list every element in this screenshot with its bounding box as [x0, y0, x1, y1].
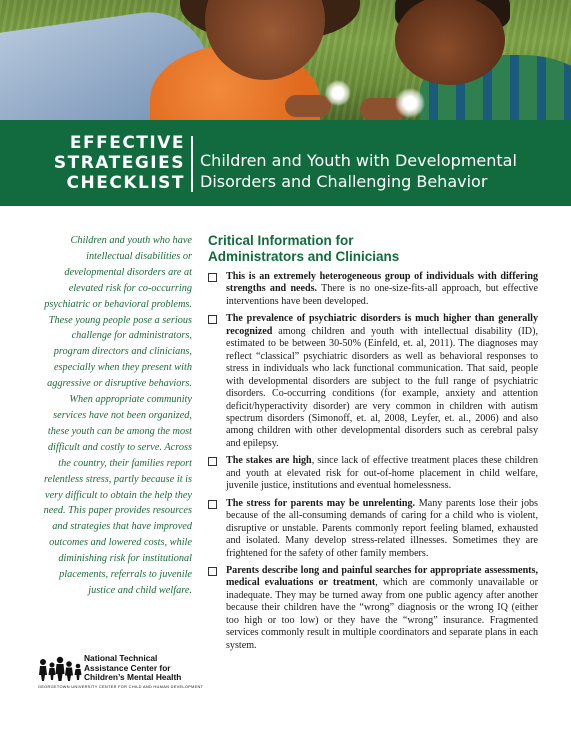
document-subtitle — [200, 150, 560, 192]
logo-line: Children’s Mental Health — [84, 672, 182, 683]
intro-paragraph: Children and youth who have intellectual disabilities or developmental disorders are at elevated risk for co-occurring psychiatric or behavioral problems. These young people pose a serious challenge for administrators, program directors and clinicians, especially when they present with aggressive or disruptive behaviors. When appropriate community services have not been organized, these youth can be among the most difficult and costly to serve. Across the country, their families report relentless stress, partly because it is very difficult to obtain the help they need. This paper provides resources and strategies that have improved outcomes and lowered costs, while diminishing risk for institutional placements, referrals to juvenile justice and child welfare. — [43, 235, 192, 596]
heading-line: Critical Information for — [208, 233, 354, 248]
title-line: EFFECTIVE — [69, 133, 185, 153]
subtitle-line: Children and Youth with Developmental — [200, 151, 517, 170]
logo-text — [84, 654, 214, 683]
item-lead: The stakes are high — [226, 455, 312, 467]
checklist-item — [208, 455, 538, 492]
item-lead: Parents describe long and painful searches for appropriate assessments, medical evaluations or treatment — [226, 564, 538, 589]
hero-photo — [0, 0, 571, 120]
logo-subtext: GEORGETOWN UNIVERSITY CENTER FOR CHILD AND HUMAN DEVELOPMENT — [38, 684, 204, 689]
checkbox[interactable] — [208, 567, 217, 576]
checkbox[interactable] — [208, 315, 217, 324]
dandelion-icon — [325, 80, 351, 106]
subtitle-line: Disorders and Challenging Behavior — [200, 172, 488, 191]
checkbox[interactable] — [208, 457, 217, 466]
checklist-item — [208, 565, 538, 652]
item-lead: This is an extremely heterogeneous group of individuals with differing strengths and needs. — [226, 271, 538, 295]
heading-line: Administrators and Clinicians — [208, 249, 400, 264]
item-lead: The prevalence of psychiatric disorders is much higher than generally recognized — [226, 313, 538, 337]
item-text: , since lack of effective treatment places these children and youth at elevated risk for out-of-home placement in child welfare, juvenile justice, institutions and eventual homelessness. — [226, 455, 538, 492]
item-lead: The stress for parents may be unrelenting. — [226, 497, 416, 509]
photo-hand — [285, 95, 331, 117]
title-line: CHECKLIST — [66, 173, 185, 193]
checklist-item — [208, 498, 538, 560]
section-heading — [208, 233, 538, 265]
title-line: STRATEGIES — [53, 153, 185, 173]
organization-logo — [38, 652, 208, 692]
item-text: among children and youth with intellectual disability (ID), estimated to be between 30-50% (Einfeld, et. al, 2011). The diagnoses may reflect “classical” psychiatric disorders as well as behavioral responses to stress in individuals who lack functional communication. That said, people with developmental disorders are subject to the full range of psychiatric disorders. Co-occurring conditions (for example, anxiety and attention deficit/hyperactivity disorder) are very common in children with autism spectrum disorders (Simonoff, et. al, 2008, Leyfer, et. al., 2006) and also among children with other developmental disorders such as cerebral palsy and epilepsy. — [226, 325, 538, 449]
logo-line: Assistance Center for — [84, 662, 171, 673]
item-text: Many parents lose their jobs because of the all-consuming demands of caring for a child who is violent, disruptive or unstable. Parents commonly report feeling blamed, exhausted and isolated. Many develop stress-related illnesses. Sometimes they are frightened for the safety of other family members. — [226, 497, 538, 559]
item-text: , which are commonly unavailable or inadequate. They may be turned away from one public agency after another because their children have the “wrong” diagnosis or the wrong IQ (either too high or too low) or they have the “wrong” insurance. Fragmented services commonly result in multiple coordinators and separate plans in each system. — [226, 577, 538, 651]
checkbox[interactable] — [208, 500, 217, 509]
title-divider — [191, 136, 193, 192]
family-figures-icon — [38, 656, 84, 682]
dandelion-icon — [395, 88, 425, 118]
logo-line: National Technical — [84, 653, 158, 663]
checklist-title — [40, 133, 185, 193]
title-banner — [0, 120, 571, 206]
checkbox[interactable] — [208, 273, 217, 282]
item-text: There is no one-size-fits-all approach, but effective interventions have been developed. — [226, 283, 538, 307]
checklist-item — [208, 271, 538, 308]
checklist-item — [208, 313, 538, 450]
main-column — [208, 233, 538, 657]
